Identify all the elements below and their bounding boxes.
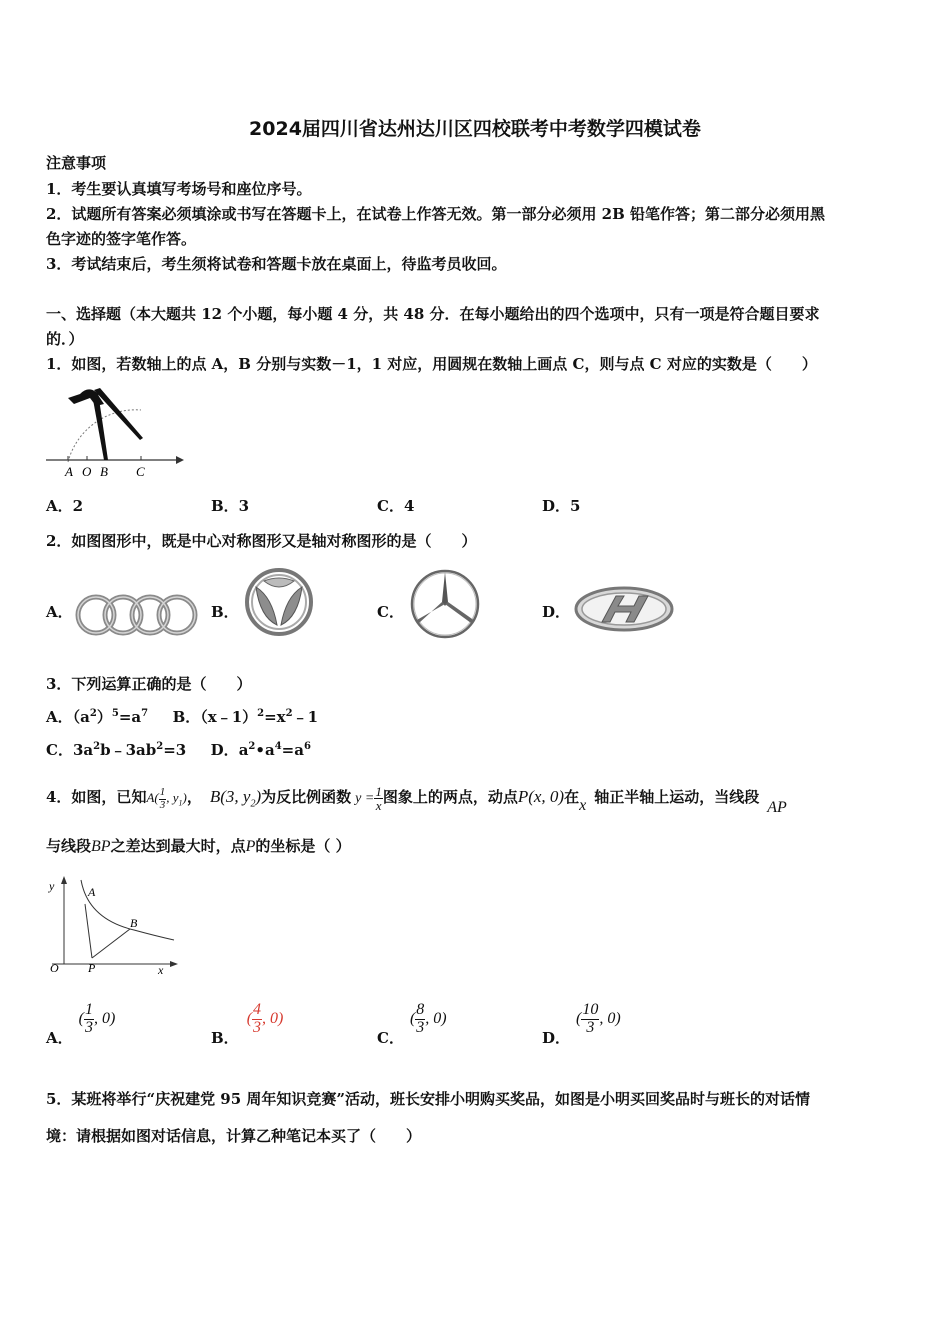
q4-segment-bp: BP [91, 838, 111, 855]
q4-point-p-ref: P [245, 838, 256, 855]
notice-heading: 注意事项 [46, 154, 107, 172]
q3-options-row-1 [46, 706, 318, 727]
q3-stem: 3．下列运算正确的是（ ） [46, 675, 252, 693]
notice-item-1: 1．考生要认真填写考场号和座位序号。 [46, 180, 312, 198]
q4-function: y = $\frac{1}{x}$ [355, 783, 382, 814]
q1-compass-figure [44, 382, 184, 480]
q4-label-x: x [158, 963, 164, 977]
q3-option-c: C．$3a^2b﹣3ab^2=3$ [46, 741, 187, 759]
q4-point-b: B(3, $y_2$) [209, 787, 262, 810]
q4-option-a: A．( $\frac{1}{3}$ , 0) [46, 1001, 116, 1047]
q4-option-b: B．( $\frac{4}{3}$ , 0) [211, 1001, 284, 1047]
page-title: 2024届四川省达州达川区四校联考中考数学四模试卷 [249, 118, 701, 140]
q4-segment-ap-line [85, 904, 92, 958]
q5-stem-line-1: 5．某班将举行“庆祝建党 95 周年知识竞赛”活动，班长安排小明购买奖品，如图是小明买回奖品时与班长的对话情 [46, 1090, 811, 1108]
q4-point-p: P(x, 0) [517, 787, 565, 806]
q3-option-a: A．$(a^2)^5=a^7$ [46, 708, 149, 726]
q2-stem: 2．如图图形中，既是中心对称图形又是轴对称图形的是（ ） [46, 532, 477, 550]
section-heading-cont: 的．） [46, 330, 84, 348]
q1-option-d: D．5 [542, 497, 581, 515]
q4-option-d: D．( $\frac{10}{3}$ , 0) [542, 1001, 621, 1047]
notice-item-3: 3．考试结束后，考生须将试卷和答题卡放在桌面上，待监考员收回。 [46, 255, 507, 273]
q3-options-row-2 [46, 739, 311, 760]
q2-four-rings-logo [74, 591, 200, 639]
q1-axis-arrow [176, 456, 184, 464]
q4-label-b: B [130, 916, 138, 930]
q4-segment-ap: AP [767, 799, 787, 816]
q4-label-o: O [50, 961, 59, 975]
q4-graph-figure [44, 874, 184, 978]
q4-label-p: P [88, 961, 96, 975]
q4-point-a: A( $\frac{1}{3}$ , $y_1$) [146, 785, 187, 811]
q4-segment-bp-line [92, 929, 130, 958]
notice-item-2-cont: 色字迹的签字笔作答。 [46, 230, 197, 248]
q2-option-c-letter: C． [377, 603, 404, 621]
q3-option-d: D．$a^2•a^4=a^6$ [210, 741, 311, 759]
q2-option-d-letter: D． [542, 603, 571, 621]
q4-option-c: C．( $\frac{8}{3}$ , 0) [377, 1001, 447, 1047]
notice-item-2: 2．试题所有答案必须填涂或书写在答题卡上，在试卷上作答无效。第一部分必须用 2B 铅笔作答；第二部分必须用黑 [46, 205, 826, 223]
q4-stem-line-1: 4．如图，已知A( $\frac{1}{3}$ , $y_1$)， B(3, $y_2$)为反比例函数 y = $\frac{1}{x}$ 图象上的两点，动点P(x, 0)在x 轴正半轴上运动，当线段AP [46, 783, 787, 816]
section-heading: 一、选择题（本大题共 12 个小题，每小题 4 分，共 48 分．在每小题给出的四个选项中，只有一项是符合题目要求 [46, 305, 820, 323]
q2-option-b-letter: B． [211, 603, 239, 621]
q2-circle-wings-logo [242, 567, 316, 637]
q1-option-c: C．4 [377, 497, 415, 515]
q4-x-var: x [579, 797, 587, 814]
q2-slanted-h-logo [572, 584, 676, 634]
q3-option-b: B．$(x﹣1)^2=x^2﹣1$ [172, 708, 319, 726]
q4-label-a: A [88, 885, 96, 899]
q1-label-o: O [82, 464, 92, 479]
q1-label-c: C [136, 464, 145, 479]
q2-option-a-letter: A． [46, 603, 73, 621]
q1-option-a: A．2 [46, 497, 84, 515]
q4-label-y: y [49, 879, 55, 893]
q1-option-b: B．3 [211, 497, 250, 515]
q1-label-b: B [100, 464, 108, 479]
q1-stem: 1．如图，若数轴上的点 A，B 分别与实数－1，1 对应，用圆规在数轴上画点 C，则与点 C 对应的实数是（ ） [46, 355, 817, 373]
q1-label-a: A [65, 464, 73, 479]
q2-three-pointed-star-logo [408, 568, 482, 640]
q5-stem-line-2: 境：请根据如图对话信息，计算乙种笔记本买了（ ） [46, 1127, 422, 1145]
q4-stem-line-2: 与线段BP之差达到最大时，点P的坐标是（ ） [46, 837, 351, 855]
